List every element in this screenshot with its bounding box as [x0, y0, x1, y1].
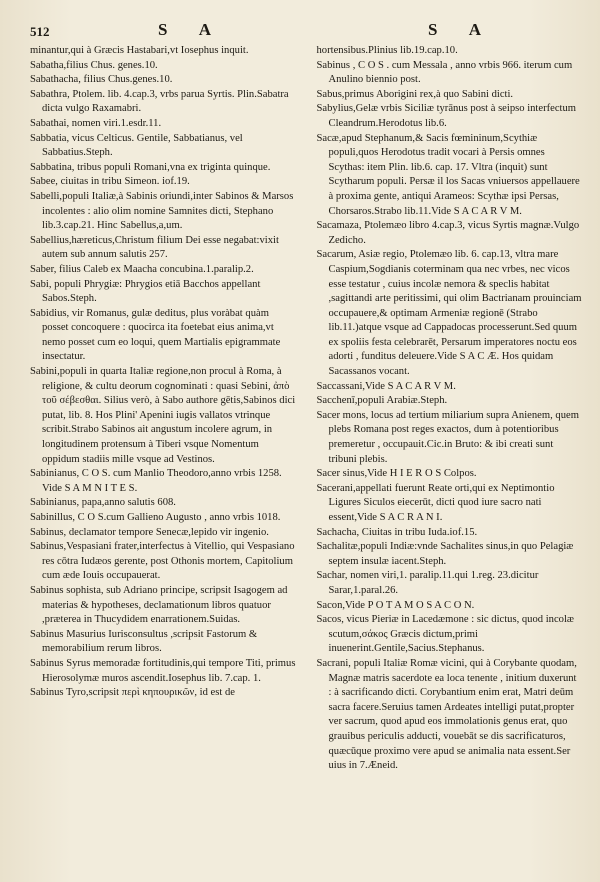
- right-column: [317, 44, 583, 774]
- dictionary-entry: Sabylius,Gelæ vrbis Siciliæ tyrānus post à seipso interfectum Cleandrum.Herodotus lib.6.: [316, 103, 577, 129]
- dictionary-entry: Sabinus , C O S . cum Messala , anno vrbis 966. iterum cum Anulino biennio post.: [316, 59, 573, 86]
- dictionary-entry: Saber, filius Caleb ex Maacha concubina.1.paralip.2.: [30, 263, 254, 275]
- dictionary-entry: Sabinus Tyro,scripsit περὶ κηπουρικῶν, id est de: [30, 687, 235, 699]
- left-column: [30, 44, 296, 774]
- dictionary-entry: Sacrani, populi Italiæ Romæ vicini, qui à Corybante quodam, Magnæ matris sacerdote ea loca tenente , initium duxerunt : à sacrificando dicti. Corybantium enim erat, Matri deūm sacra facere.Seruius tamen Ardeates intelligi putat,propter ver sacrum, quod apud eos immolationis genus erat, quo grauibus periculis adducti, vouebāt se dis sacrificaturos, quæcūque proximo vere apud se animalia nata essent.Ser uius in 7.Æneid.: [316, 657, 577, 772]
- dictionary-entry: Sacer sinus,Vide H I E R O S Colpos.: [316, 468, 477, 480]
- dictionary-entry: Sabbatia, vicus Celticus. Gentile, Sabbatianus, vel Sabbatius.Steph.: [30, 132, 243, 159]
- dictionary-entry: Sachacha, Ciuitas in tribu Iuda.iof.15.: [316, 526, 478, 538]
- dictionary-entry: Sabbatina, tribus populi Romani,vna ex triginta quinque.: [30, 161, 271, 173]
- dictionary-entry: Sabinus, declamator tempore Senecæ,lepido vir ingenio.: [30, 526, 269, 538]
- dictionary-entry: Sabinianus, C O S. cum Manlio Theodoro,anno vrbis 1258. Vide S A M N I T E S.: [30, 468, 282, 494]
- dictionary-entry: Sabatha,filius Chus. genes.10.: [30, 59, 158, 71]
- dictionary-entry: minantur,qui à Græcis Hastabari,vt Iosephus inquit.: [30, 45, 249, 56]
- dictionary-entry: Sabinianus, papa,anno salutis 608.: [30, 497, 176, 509]
- dictionary-entry: Sachar, nomen viri,1. paralip.11.qui 1.reg. 23.dicitur Sarar,1.paral.26.: [316, 570, 539, 596]
- page-header: [30, 20, 582, 44]
- dictionary-entry: Sabelli,populi Italiæ,à Sabinis oriundi,inter Sabinos & Marsos incolentes : alio olim nomine Samnites dicti, Stephano lib.3.cap.21. Hinc Sabellus,a,um.: [30, 190, 294, 232]
- column-gutter: [306, 44, 307, 774]
- dictionary-entry: Sabus,primus Aborigini rex,à quo Sabini dicti.: [316, 88, 514, 100]
- dictionary-entry: Sabathacha, filius Chus.genes.10.: [30, 74, 173, 86]
- dictionary-entry: Sabinus Syrus memoradæ fortitudinis,qui tempore Titi, primus Hierosolymæ muros ascendit.Iosephus lib. 7.cap. 1.: [30, 657, 296, 684]
- dictionary-entry: Sacarum, Asiæ regio, Ptolemæo lib. 6. cap.13, vltra mare Caspium,Sogdianis coterminam qua nec vrbes, nec vicos esse testatur , cuius incolæ nemora & speclis habitat ,sagittandi arte peritissimi, qui olim Bactrianam prouinciam occupauere,& optimam Armeniæ regionē (Strabo lib.11.)atque vsque ad Cappadocas processerunt.Sed quum ex spoliis festa celebrarēt, Persarum imperatores noctu eos adorti , funditus deleuere.Vide S A C Æ. Hos quidam Sacassanos vocant.: [316, 249, 582, 378]
- dictionary-entry: Sacæ,apud Stephanum,& Sacis fœmininum,Scythiæ populi,quos Herodotus tradit vocari à Persis omnes Scythas: item Plin. lib.6. cap. 17. Vltra (inquit) sunt Scytharum populi. Persæ il los Sacas vniuersos appellauere à proxima gente, antiqui Arameos: Scythæ ipsi Persas, Chorsaros.Strabo lib.11.Vide S A C A R V M.: [316, 132, 580, 217]
- dictionary-entry: Sabinillus, C O S.cum Gallieno Augusto , anno vrbis 1018.: [30, 512, 281, 523]
- dictionary-entry: Sabellius,hæreticus,Christum filium Dei esse negabat:vixit autem sub annum salutis 257.: [30, 234, 279, 261]
- dictionary-entry: Sabinus,Vespasiani frater,interfectus à Vitellio, qui Vespasiano res cōtra Iudæos gerente, post Othonis mortem, Capitolium cum æde Iouis occupauerat.: [30, 541, 295, 582]
- dictionary-entry: Sacchenī,populi Arabiæ.Steph.: [316, 395, 448, 407]
- dictionary-entry: Sabee, ciuitas in tribu Simeon. iof.19.: [30, 176, 190, 188]
- dictionary-entry: Sabinus sophista, sub Adriano principe, scripsit Isagogem ad materias & hypotheses, declamationum libros quatuor ,præterea in Thucydidem enarrationem.Suidas.: [30, 584, 288, 626]
- right-running-head: S A: [428, 20, 496, 39]
- dictionary-entry: Sabini,populi in quarta Italiæ regione,non procul à Roma, à religione, & cultu deorum cognominati : quasi Sebini, ἀπὸ τοῦ σέβεσθαι. Silius verò, à Sabo authore gētis,Sabinos dici putat, lib. 8. Hos Plini' Apenini iugis vallatos vtrinque scribit.Strabo Sabinos ait angustum incolere agrum, in longitudinem protensum à Tiberi vsque Nomentum oppidum stadiis mille vsque ad Vestinos.: [30, 366, 296, 465]
- dictionary-entry: Sacamaza, Ptolemæo libro 4.cap.3, vicus Syrtis magnæ.Vulgo Zedicho.: [316, 220, 580, 246]
- dictionary-entry: Sacon,Vide P O T A M O S A C O N.: [316, 599, 475, 611]
- dictionary-entry: Saccassani,Vide S A C A R V M.: [316, 380, 456, 392]
- dictionary-entry: Sachalitæ,populi Indiæ:vnde Sachalites sinus,in quo Pelagiæ septem insulæ iacent.Steph.: [316, 541, 574, 567]
- dictionary-entry: Sacer mons, locus ad tertium miliarium supra Anienem, quem plebs Romana post reges exactos, dum à potentioribus premeretur , occupauit.Cic.in Bruto: & ibi creati sunt tribuni plebis.: [316, 409, 579, 465]
- dictionary-entry: Sabathai, nomen viri.1.esdr.11.: [30, 117, 162, 129]
- dictionary-entry: Sacos, vicus Pieriæ in Lacedæmone : sic dictus, quod incolæ scutum,σάκος Græcis dictum,primi inuenerint.Gentile,Sacius.Stephanus.: [316, 614, 574, 655]
- dictionary-entry: hortensibus.Plinius lib.19.cap.10.: [316, 45, 458, 56]
- left-running-head: S A: [158, 20, 226, 39]
- dictionary-entry: Sabinus Masurius Iurisconsultus ,scripsit Fastorum & memorabilium rerum libros.: [30, 628, 258, 655]
- dictionary-entry: Sabi, populi Phrygiæ: Phrygios etiā Bacchos appellant Sabos.Steph.: [30, 278, 261, 305]
- dictionary-entry: Sabathra, Ptolem. lib. 4.cap.3, vrbs parua Syrtis. Plin.Sabatra dicta vulgo Raxamabri.: [30, 88, 289, 115]
- dictionary-entry: Sabidius, vir Romanus, gulæ deditus, plus voràbat quàm posset concoquere : quocirca ita foetebat eius anima,vt nemo posset cum eo loqui, quem Martialis epigrammate insectatur.: [30, 307, 281, 363]
- page-number: 512: [30, 24, 50, 39]
- dictionary-entry: Sacerani,appellati fuerunt Reate orti,qui ex Neptimontio Ligures Siculos eiecerūt, dicti quod iure sacro nati essent,Vide S A C R A N I.: [316, 482, 555, 523]
